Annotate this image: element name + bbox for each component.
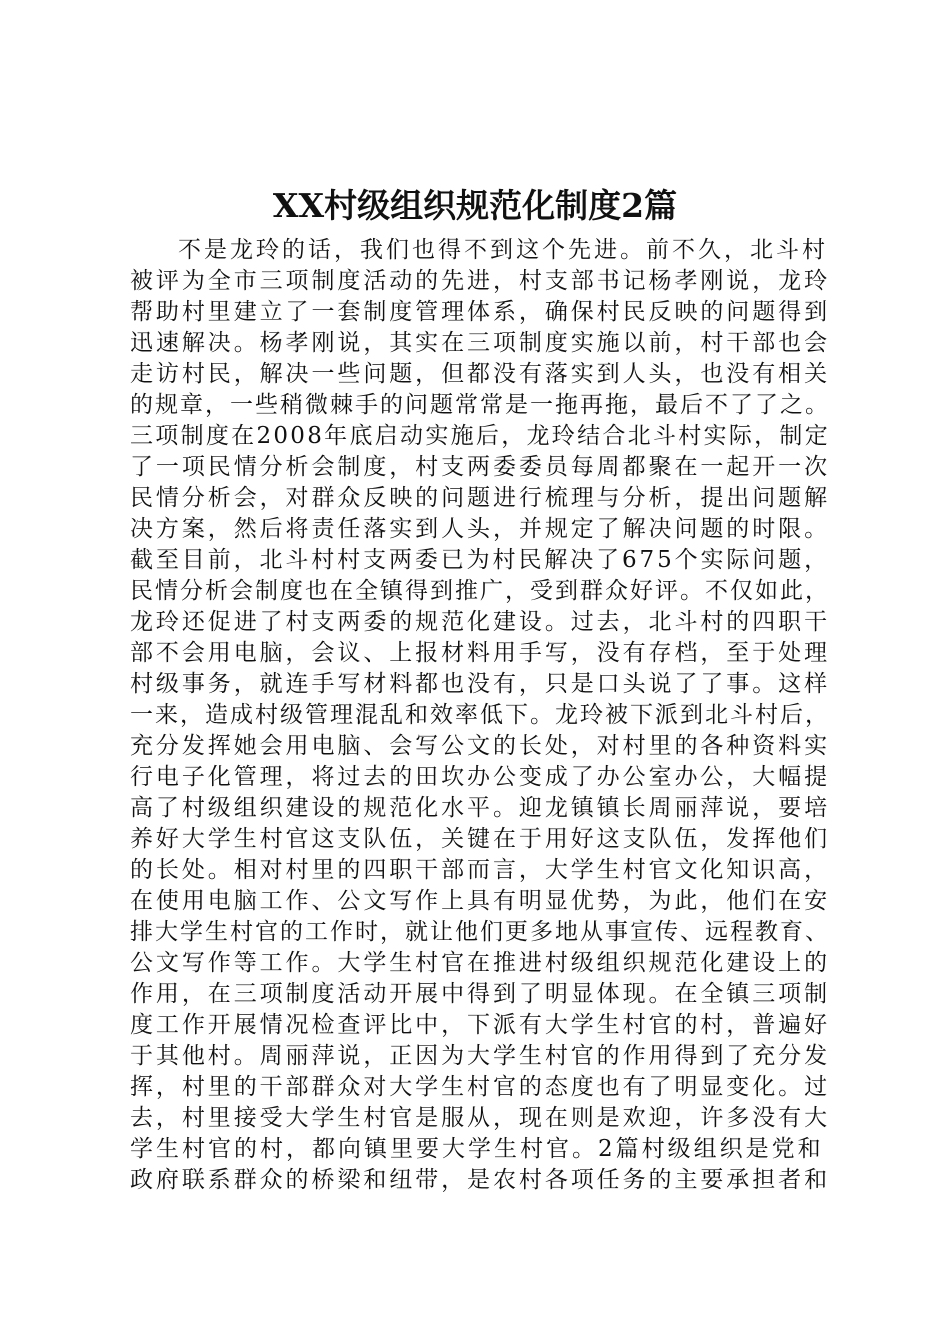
- body-line: 截至目前，北斗村村支两委已为村民解决了675个实际问题，: [130, 547, 830, 573]
- body-line: 挥，村里的干部群众对大学生村官的态度也有了明显变化。过: [130, 1074, 830, 1100]
- body-line: 度工作开展情况检查评比中，下派有大学生村官的村，普遍好: [130, 1012, 830, 1038]
- body-line: 公文写作等工作。大学生村官在推进村级组织规范化建设上的: [130, 950, 830, 976]
- document-title: XX村级组织规范化制度2篇: [272, 186, 678, 225]
- body-line: 迅速解决。杨孝刚说，其实在三项制度实施以前，村干部也会: [130, 330, 830, 356]
- body-line: 充分发挥她会用电脑、会写公文的长处，对村里的各种资料实: [130, 733, 830, 759]
- body-line: 于其他村。周丽萍说，正因为大学生村官的作用得到了充分发: [130, 1043, 830, 1069]
- body-line: 作用，在三项制度活动开展中得到了明显体现。在全镇三项制: [130, 981, 830, 1007]
- body-line: 民情分析会，对群众反映的问题进行梳理与分析，提出问题解: [130, 485, 830, 511]
- body-line: 龙玲还促进了村支两委的规范化建设。过去，北斗村的四职干: [130, 609, 830, 635]
- body-line: 三项制度在2008年底启动实施后，龙玲结合北斗村实际，制定: [130, 423, 830, 449]
- body-line: 学生村官的村，都向镇里要大学生村官。2篇村级组织是党和: [130, 1136, 824, 1162]
- body-line: 帮助村里建立了一套制度管理体系，确保村民反映的问题得到: [130, 299, 830, 325]
- document-body: [130, 235, 830, 1196]
- body-line: 村级事务，就连手写材料都也没有，只是口头说了了事。这样: [130, 671, 830, 697]
- body-line: 被评为全市三项制度活动的先进，村支部书记杨孝刚说，龙玲: [130, 268, 830, 294]
- body-line: 养好大学生村官这支队伍，关键在于用好这支队伍，发挥他们: [130, 826, 830, 852]
- body-line: 的长处。相对村里的四职干部而言，大学生村官文化知识高，: [130, 857, 830, 883]
- body-line: 走访村民，解决一些问题，但都没有落实到人头，也没有相关: [130, 361, 830, 387]
- body-line: 在使用电脑工作、公文写作上具有明显优势，为此，他们在安: [130, 888, 830, 914]
- body-line: 去，村里接受大学生村官是服从，现在则是欢迎，许多没有大: [130, 1105, 830, 1131]
- body-line: 政府联系群众的桥梁和纽带，是农村各项任务的主要承担者和: [130, 1167, 830, 1193]
- body-line: 行电子化管理，将过去的田坎办公变成了办公室办公，大幅提: [130, 764, 830, 790]
- body-line: 决方案，然后将责任落实到人头，并规定了解决问题的时限。: [130, 516, 830, 542]
- body-line: 排大学生村官的工作时，就让他们更多地从事宣传、远程教育、: [130, 919, 830, 945]
- body-line: 民情分析会制度也在全镇得到推广，受到群众好评。不仅如此，: [130, 578, 830, 604]
- body-line: 不是龙玲的话，我们也得不到这个先进。前不久，北斗村: [178, 237, 828, 263]
- body-line: 一来，造成村级管理混乱和效率低下。龙玲被下派到北斗村后，: [130, 702, 830, 728]
- body-line: 部不会用电脑，会议、上报材料用手写，没有存档，至于处理: [130, 640, 830, 666]
- body-line: 高了村级组织建设的规范化水平。迎龙镇镇长周丽萍说，要培: [130, 795, 830, 821]
- body-line: 了一项民情分析会制度，村支两委委员每周都聚在一起开一次: [130, 454, 830, 480]
- body-line: 的规章，一些稍微棘手的问题常常是一拖再拖，最后不了了之。: [130, 392, 830, 418]
